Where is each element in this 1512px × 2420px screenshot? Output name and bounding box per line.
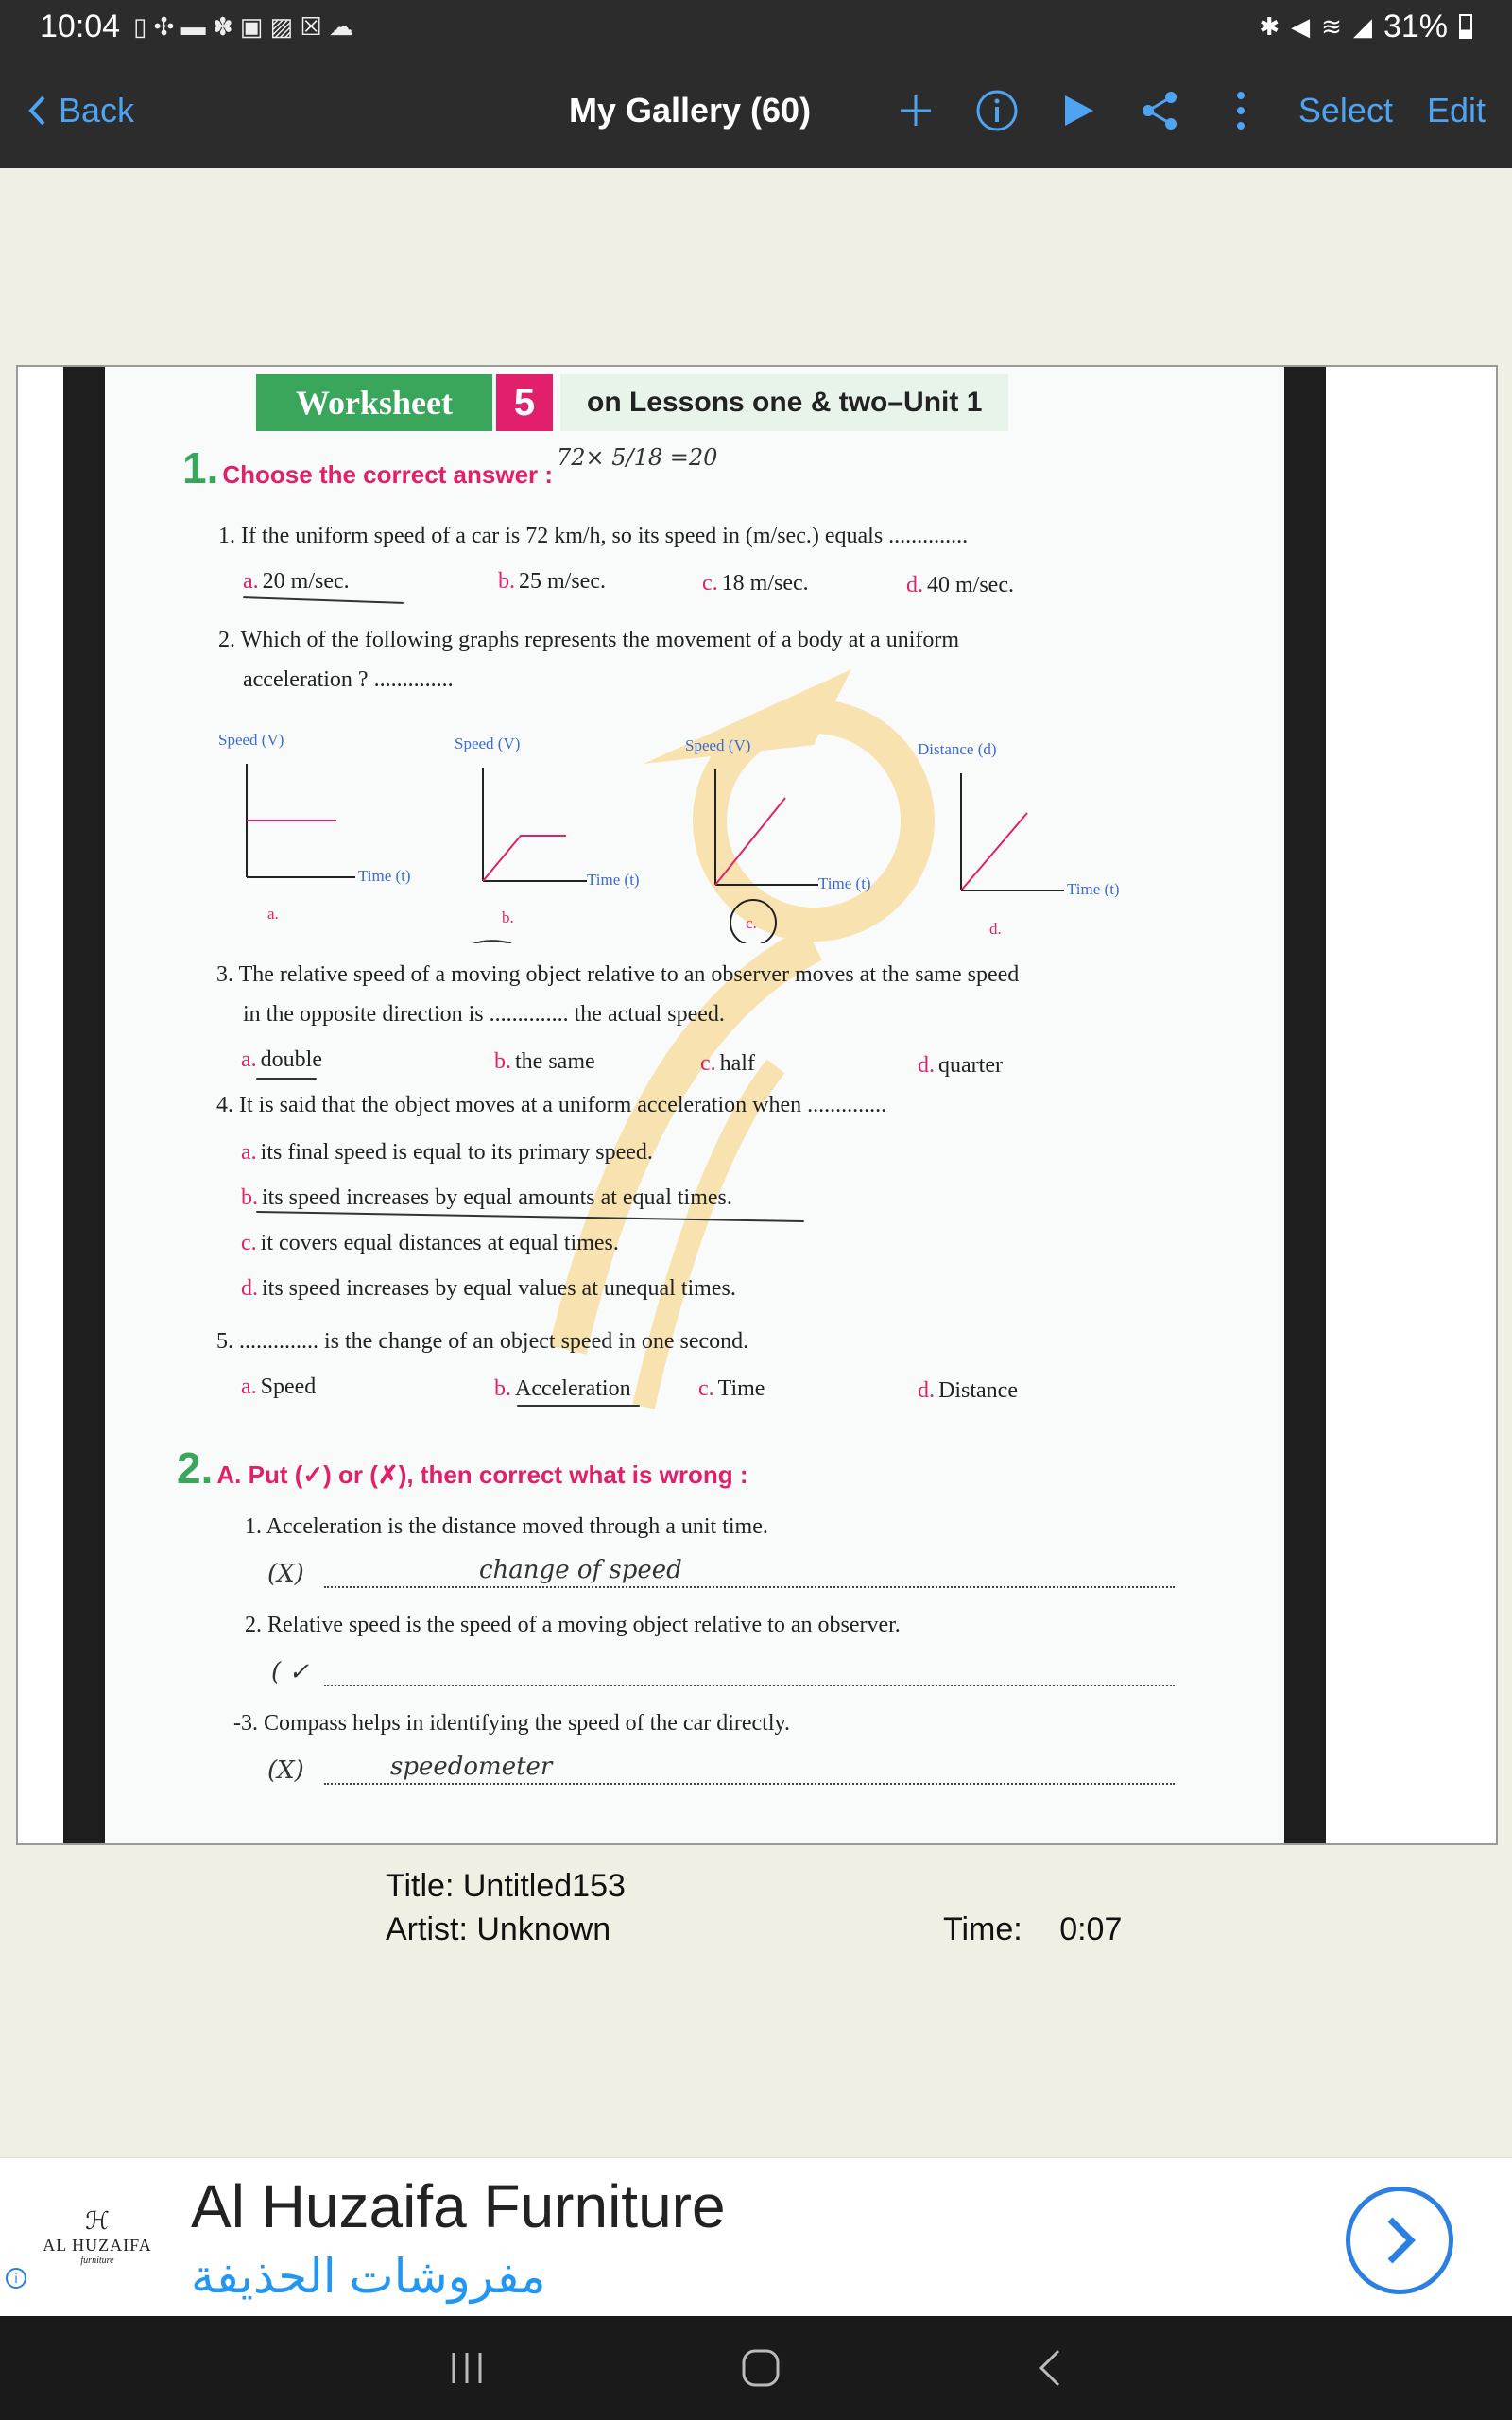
q3-option-b: b. the same [494, 1049, 595, 1074]
q5-option-b: b. Acceleration [494, 1376, 631, 1401]
q4-option-d: d. its speed increases by equal values at unequal times. [241, 1276, 736, 1301]
section-title: A. Put (✓) or (✗), then correct what is wrong : [216, 1461, 748, 1489]
logo-mark: ℋ [85, 2207, 110, 2235]
s2-statement-2: 2. Relative speed is the speed of a moving object relative to an observer. [245, 1613, 901, 1637]
status-bar [0, 0, 1512, 53]
answer-underline [256, 1078, 317, 1080]
q3-option-a: a. double [241, 1047, 322, 1072]
q4-option-a: a. its final speed is equal to its primary speed. [241, 1140, 653, 1165]
s2-statement-3: -3. Compass helps in identifying the speed of the car directly. [233, 1711, 790, 1736]
edit-button[interactable]: Edit [1426, 91, 1486, 130]
q1-option-b: b. 25 m/sec. [498, 569, 606, 594]
s2-answer-3: speedometer [390, 1753, 553, 1781]
svg-text:d.: d. [989, 920, 1002, 938]
answer-underline [243, 596, 404, 604]
svg-text:b.: b. [502, 908, 514, 926]
scan-border-left [63, 367, 105, 1843]
more-options-icon[interactable] [1217, 87, 1264, 134]
info-icon[interactable] [973, 87, 1021, 134]
system-nav-bar [0, 2316, 1512, 2420]
question-1: 1. If the uniform speed of a car is 72 km/h, so its speed in (m/sec.) equals .............. [218, 524, 969, 548]
photo-viewer[interactable] [16, 365, 1498, 1845]
q3-option-c: c. half [700, 1051, 755, 1076]
q2-graphs [199, 726, 1144, 943]
q5-option-a: a. Speed [241, 1374, 317, 1399]
svg-text:Time (t): Time (t) [358, 867, 411, 885]
chevron-left-icon [26, 94, 47, 128]
question-2-cont: acceleration ? .............. [243, 667, 454, 692]
logo-subtext: furniture [80, 2256, 114, 2266]
media-title-row [386, 1868, 626, 1905]
section-2-heading [177, 1443, 748, 1494]
answer-underline [517, 1405, 640, 1407]
media-artist-row [386, 1911, 610, 1948]
s2-mark-2: ( ✓ [271, 1658, 310, 1686]
svg-text:Distance (d): Distance (d) [918, 740, 997, 758]
time-label: Time: [943, 1911, 1022, 1947]
artist-label: Artist: [386, 1911, 468, 1947]
worksheet-subtitle: on Lessons one & two–Unit 1 [560, 374, 1008, 431]
answer-line [324, 1586, 1175, 1588]
worksheet-page [105, 367, 1284, 1843]
back-label: Back [59, 91, 135, 130]
ad-banner[interactable] [0, 2157, 1512, 2316]
svg-text:Speed (V): Speed (V) [455, 735, 521, 752]
svg-text:Time (t): Time (t) [1067, 880, 1120, 898]
graph-d [918, 740, 1120, 938]
battery-level: 31% [1383, 8, 1448, 44]
section-number: 2. [177, 1443, 214, 1493]
add-icon[interactable] [892, 87, 939, 134]
s2-statement-1: 1. Acceleration is the distance moved through a unit time. [245, 1514, 768, 1539]
q1-option-a: a. 20 m/sec. [243, 569, 350, 594]
battery-icon [1459, 14, 1472, 39]
q5-option-d: d. Distance [918, 1378, 1018, 1403]
question-3: 3. The relative speed of a moving object relative to an observer moves at the same speed [216, 962, 1020, 987]
q1-option-c: c. 18 m/sec. [702, 571, 809, 596]
s2-mark-3: (X) [267, 1756, 304, 1785]
worksheet-label: Worksheet [256, 374, 492, 431]
media-artist: Unknown [476, 1911, 611, 1947]
q4-option-c: c. it covers equal distances at equal times. [241, 1231, 619, 1255]
graph-a [218, 731, 411, 923]
home-icon[interactable] [740, 2347, 782, 2389]
play-icon[interactable] [1055, 87, 1102, 134]
gallery-toolbar [0, 53, 1512, 168]
svg-text:a.: a. [267, 905, 279, 923]
question-5: 5. .............. is the change of an object speed in one second. [216, 1329, 749, 1354]
worksheet-number: 5 [496, 374, 553, 431]
s2-mark-1: (X) [267, 1560, 304, 1588]
question-2: 2. Which of the following graphs represents the movement of a body at a uniform [218, 628, 960, 652]
q4-option-b: b. its speed increases by equal amounts at equal times. [241, 1185, 732, 1210]
s2-answer-1: change of speed [479, 1556, 682, 1584]
question-4: 4. It is said that the object moves at a uniform acceleration when .............. [216, 1093, 887, 1117]
svg-text:c.: c. [746, 914, 757, 932]
q5-option-c: c. Time [698, 1376, 765, 1401]
title-label: Title: [386, 1868, 455, 1904]
worksheet-header [256, 374, 1008, 431]
ad-go-button[interactable] [1346, 2187, 1453, 2294]
ad-brand-name: Al Huzaifa Furniture [191, 2172, 726, 2240]
section-number: 1. [182, 443, 219, 493]
q1-option-d: d. 40 m/sec. [906, 573, 1014, 597]
signal-icon: ◢ [1352, 11, 1372, 41]
section-1-heading [182, 442, 553, 493]
answer-line [324, 1783, 1175, 1785]
graph-b [455, 735, 640, 926]
share-icon[interactable] [1136, 87, 1183, 134]
section-title: Choose the correct answer : [222, 460, 554, 489]
answer-line [324, 1685, 1175, 1686]
scan-border-right [1284, 367, 1326, 1843]
back-button[interactable] [26, 91, 134, 130]
ad-logo [36, 2207, 159, 2266]
page-title: My Gallery (60) [568, 91, 812, 130]
logo-text: AL HUZAIFA [43, 2236, 152, 2255]
clock: 10:04 [40, 8, 121, 44]
svg-text:Time (t): Time (t) [818, 874, 871, 892]
question-3-cont: in the opposite direction is .............. the actual speed. [243, 1002, 725, 1027]
media-title: Untitled153 [462, 1868, 626, 1904]
svg-text:Speed (V): Speed (V) [218, 731, 284, 749]
ad-brand-arabic: مفروشات الحذيفة [191, 2250, 546, 2303]
notification-icons: ▯ ✣ ▬ ✽ ▣ ▨ ☒ ☁ [133, 11, 353, 41]
chevron-right-icon [1381, 2214, 1418, 2267]
handwritten-calc: 72× 5/18 =20 [557, 444, 718, 471]
recent-apps-icon[interactable] [448, 2351, 486, 2385]
bluetooth-icon: ✱ [1259, 11, 1280, 41]
back-nav-icon[interactable] [1036, 2347, 1064, 2389]
select-button[interactable]: Select [1297, 91, 1393, 130]
graph-c [685, 736, 871, 943]
media-time-row [943, 1911, 1122, 1948]
svg-text:Time (t): Time (t) [587, 871, 640, 889]
media-time: 0:07 [1059, 1911, 1123, 1947]
ad-info-icon[interactable]: i [6, 2268, 26, 2289]
svg-text:Speed (V): Speed (V) [685, 736, 751, 754]
q3-option-d: d. quarter [918, 1053, 1003, 1078]
wifi-icon: ≋ [1321, 11, 1342, 41]
mute-icon: ◀ [1291, 11, 1311, 41]
